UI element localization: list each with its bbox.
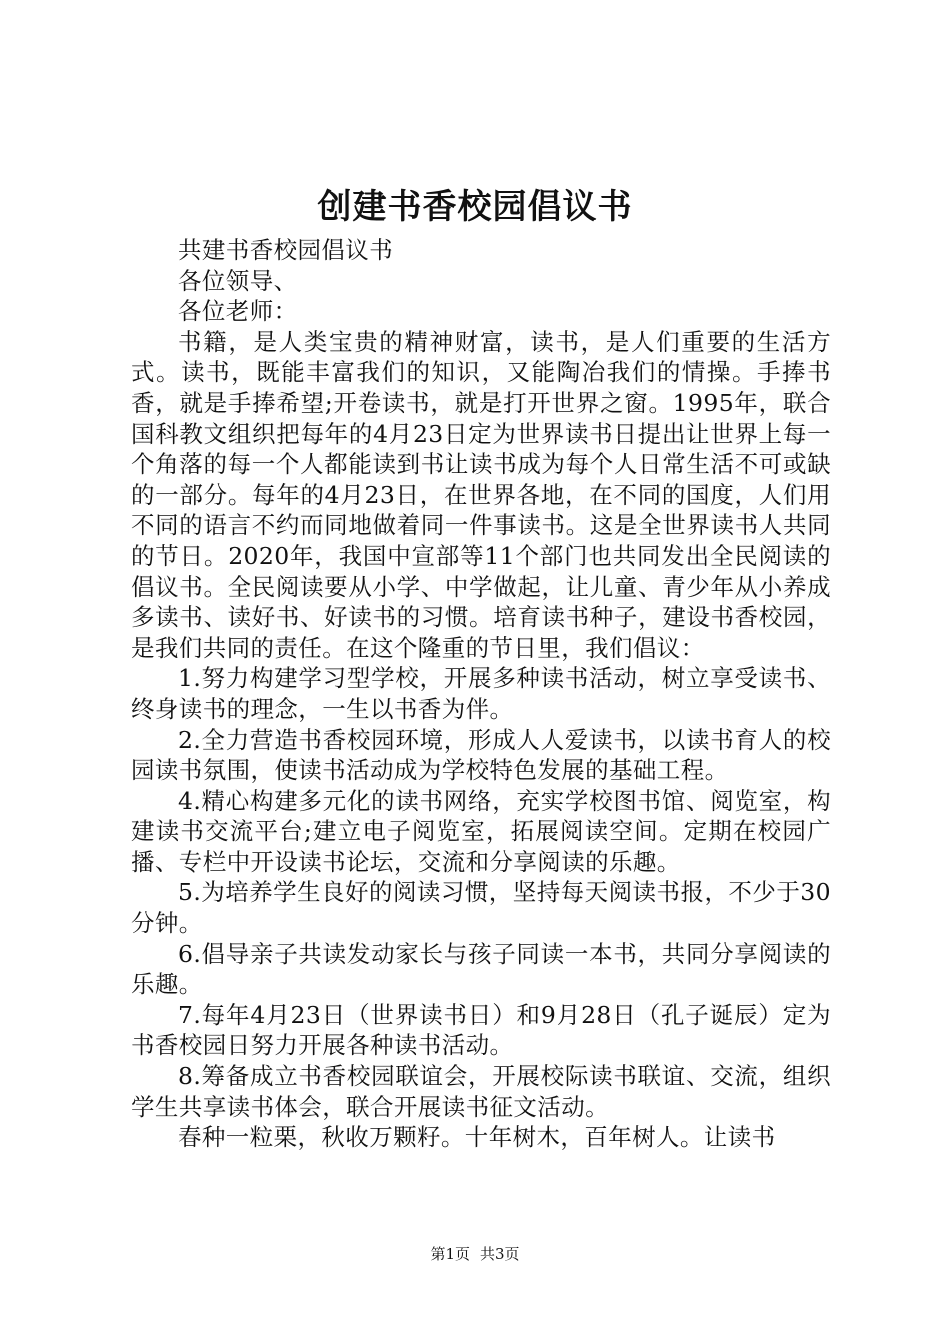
paragraph-salutation-leaders: 各位领导、: [178, 266, 298, 295]
paragraph-heading: 共建书香校园倡议书: [178, 236, 394, 264]
paragraph-item-1: 1.努力构建学习型学校，开展多种读书活动，树立享受读书、终身读书的理念，一生以书香为伴。: [131, 664, 831, 723]
page-number: 第1页: [430, 1245, 470, 1263]
paragraph-item-4: 4.精心构建多元化的读书网络，充实学校图书馆、阅览室，构建读书交流平台;建立电子阅览室，拓展阅读空间。定期在校园广播、专栏中开设读书论坛，交流和分享阅读的乐趣。: [131, 786, 831, 876]
page-footer: [0, 1243, 950, 1265]
document-body: [131, 235, 831, 1153]
paragraph-item-5: 5.为培养学生良好的阅读习惯，坚持每天阅读书报，不少于30分钟。: [131, 878, 831, 938]
paragraph-item-2: 2.全力营造书香校园环境，形成人人爱读书，以读书育人的校园读书氛围，使读书活动成为学校特色发展的基础工程。: [131, 725, 831, 785]
paragraph-item-8: 8.筹备成立书香校园联谊会，开展校际读书联谊、交流，组织学生共享读书体会，联合开展读书征文活动。: [131, 1062, 831, 1121]
paragraph-item-6: 6.倡导亲子共读发动家长与孩子同读一本书，共同分享阅读的乐趣。: [131, 939, 831, 999]
paragraph-intro: 书籍，是人类宝贵的精神财富，读书，是人们重要的生活方式。读书，既能丰富我们的知识，又能陶冶我们的情操。手捧书香，就是手捧希望;开卷读书，就是打开世界之窗。1995年，联合国科教文组织把每年的4月23日定为世界读书日提出让世界上每一个角落的每一个人都能读到书让读书成为每个人日常生活不可或缺的一部分。每年的4月23日，在世界各地，在不同的国度，人们用不同的语言不约而同地做着同一件事读书。这是全世界读书人共同的节日。2020年，我国中宣部等11个部门也共同发出全民阅读的倡议书。全民阅读要从小学、中学做起，让儿童、青少年从小养成多读书、读好书、好读书的习惯。培育读书种子，建设书香校园，是我们共同的责任。在这个隆重的节日里，我们倡议：: [131, 327, 831, 662]
document-title: 创建书香校园倡议书: [317, 187, 633, 227]
page-total: 共3页: [480, 1245, 520, 1263]
paragraph-item-7: 7.每年4月23日（世界读书日）和9月28日（孔子诞辰）定为书香校园日努力开展各种读书活动。: [131, 1000, 831, 1060]
paragraph-salutation-teachers: 各位老师：: [178, 297, 298, 326]
paragraph-closing: 春种一粒栗，秋收万颗籽。十年树木，百年树人。让读书: [178, 1123, 776, 1152]
